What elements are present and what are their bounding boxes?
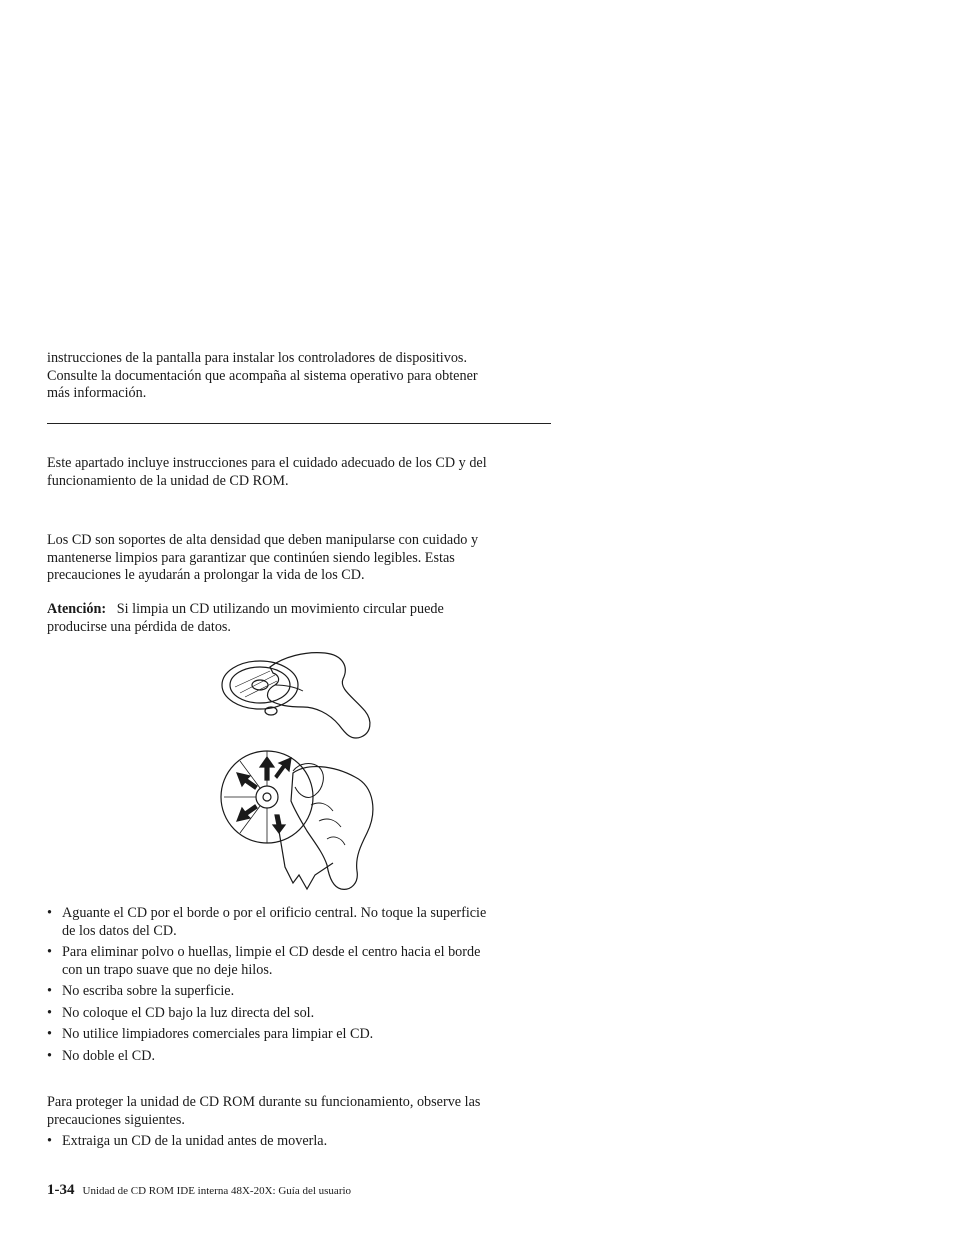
list-item: • Aguante el CD por el borde o por el orificio central. No toque la superficie de los datos del CD. (47, 905, 487, 939)
bullet-glyph: • (47, 944, 52, 960)
cleaning-cd-figure (221, 751, 373, 889)
arrow-up-right-icon (275, 758, 291, 778)
drive-care-line-1: Para proteger la unidad de CD ROM durante su funcionamiento, observe las (47, 1094, 481, 1110)
hand-holding-cd-figure (222, 653, 370, 738)
bullet-glyph: • (47, 905, 52, 921)
arrow-up-icon (260, 757, 274, 780)
attention-line-2: producirse una pérdida de datos. (47, 618, 231, 635)
bullet-glyph: • (47, 1133, 52, 1149)
intro-paragraph (47, 350, 547, 403)
bullet-glyph: • (47, 1047, 52, 1064)
section-divider (47, 423, 551, 424)
attention-note (47, 601, 547, 636)
page-footer (47, 1182, 351, 1199)
intro-line-1: instrucciones de la pantalla para instalar los controladores de dispositivos. (47, 350, 467, 366)
cd-disc-icon (222, 661, 298, 709)
bullet-glyph: • (47, 1026, 52, 1042)
cd-handling-illustration (215, 645, 385, 895)
attention-line-1: Si limpia un CD utilizando un movimiento circular puede (116, 601, 444, 617)
cd-care-line-2: mantenerse limpios para garantizar que continúen siendo legibles. Estas (47, 549, 455, 566)
cd-hole-icon (252, 680, 268, 690)
bullet-glyph: • (47, 983, 52, 999)
arrow-down-left-icon (237, 805, 257, 821)
intro-line-2: Consulte la documentación que acompaña al sistema operativo para obtener (47, 367, 478, 384)
footer-title: Unidad de CD ROM IDE interna 48X-20X: Guía del usuario (82, 1185, 352, 1197)
section-intro-line-1: Este apartado incluye instrucciones para el cuidado adecuado de los CD y del (47, 455, 487, 471)
list-item: • No coloque el CD bajo la luz directa del sol. (47, 1004, 315, 1021)
section-intro-paragraph (47, 455, 547, 490)
arrow-up-left-icon (237, 773, 257, 789)
attention-label: Atención: (47, 601, 107, 617)
cd-care-paragraph (47, 532, 547, 585)
list-item: • No utilice limpiadores comerciales para limpiar el CD. (47, 1026, 374, 1042)
arrow-down-icon (273, 815, 285, 833)
cd-care-line-3: precauciones le ayudarán a prolongar la vida de los CD. (47, 567, 365, 583)
cd-care-line-1: Los CD son soportes de alta densidad que deben manipularse con cuidado y (47, 532, 479, 548)
page-number: 1-34 (47, 1182, 75, 1198)
cd-care-bullet-list (47, 905, 547, 1069)
drive-care-line-2: precauciones siguientes. (47, 1111, 185, 1128)
drive-care-paragraph (47, 1094, 547, 1129)
list-item: • No escriba sobre la superficie. (47, 983, 235, 999)
list-item: • Extraiga un CD de la unidad antes de moverla. (47, 1133, 328, 1149)
bullet-glyph: • (47, 1004, 52, 1021)
section-intro-line-2: funcionamiento de la unidad de CD ROM. (47, 472, 289, 489)
intro-line-3: más información. (47, 385, 147, 401)
list-item: • No doble el CD. (47, 1047, 155, 1064)
hand-with-cloth-icon (291, 767, 373, 890)
drive-care-bullet-list (47, 1133, 547, 1155)
list-item: • Para eliminar polvo o huellas, limpie el CD desde el centro hacia el borde con un trapo suave que no deje hilos. (47, 944, 481, 978)
